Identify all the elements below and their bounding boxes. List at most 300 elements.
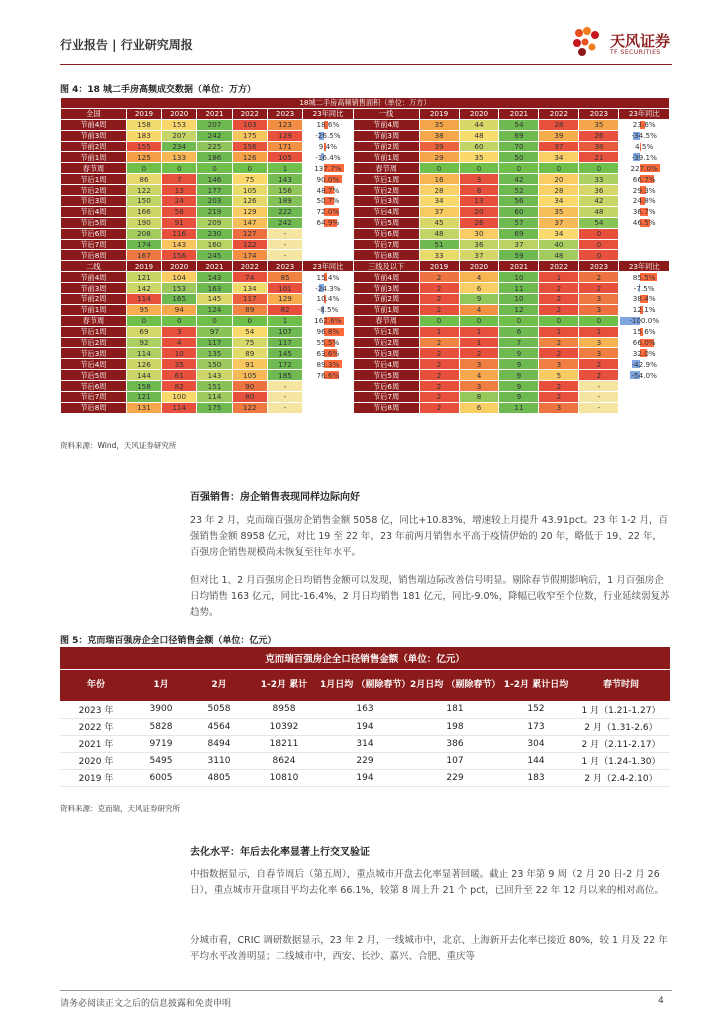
- value-cell: 1: [539, 326, 579, 337]
- value-cell: -: [267, 250, 302, 261]
- yoy-text: -16.4%: [315, 152, 341, 162]
- value-cell: 69: [499, 228, 539, 239]
- table-cell: 304: [500, 735, 572, 752]
- value-cell: 135: [197, 348, 232, 359]
- table-cell: 314: [320, 735, 410, 752]
- row-label: 节前4周: [353, 119, 419, 130]
- value-cell: 20: [539, 174, 579, 185]
- value-cell: -: [267, 239, 302, 250]
- row-label: 节后6周: [61, 228, 127, 239]
- table-cell: 5058: [190, 701, 248, 718]
- value-cell: 28: [539, 119, 579, 130]
- column-header: 1月: [132, 669, 190, 701]
- value-cell: 105: [232, 185, 267, 196]
- value-cell: 174: [126, 239, 161, 250]
- row-label: 节后3周: [353, 348, 419, 359]
- table-row: [60, 752, 670, 769]
- table-row: [61, 217, 670, 228]
- yoy-cell: [303, 141, 354, 152]
- value-cell: 6: [459, 283, 499, 294]
- logo: [570, 24, 680, 62]
- fig4-table-title: 18城二手房高频销售面积（单位：万方）: [61, 98, 670, 109]
- yoy-text: 18.6%: [316, 120, 340, 130]
- yoy-cell: [619, 315, 670, 326]
- value-cell: 0: [162, 163, 197, 174]
- value-cell: 95: [126, 304, 161, 315]
- value-cell: 91: [232, 359, 267, 370]
- table-cell: 144: [500, 752, 572, 769]
- table-row: [61, 315, 670, 326]
- yoy-cell: [619, 337, 670, 348]
- table-cell: 10392: [248, 718, 320, 735]
- yoy-text: 66.7%: [632, 174, 656, 184]
- table-cell: 3900: [132, 701, 190, 718]
- value-cell: 0: [579, 315, 619, 326]
- value-cell: 69: [126, 326, 161, 337]
- table-cell: 152: [500, 701, 572, 718]
- year-header: 2021: [197, 108, 232, 119]
- value-cell: 82: [162, 381, 197, 392]
- yoy-cell: [303, 152, 354, 163]
- table-cell: 229: [320, 752, 410, 769]
- value-cell: 107: [267, 326, 302, 337]
- row-label: 节后6周: [353, 228, 419, 239]
- yoy-text: 90.0%: [316, 174, 340, 184]
- value-cell: 8: [459, 392, 499, 403]
- table-cell: 2020 年: [60, 752, 132, 769]
- value-cell: 105: [267, 152, 302, 163]
- table-cell: 3110: [190, 752, 248, 769]
- table-row: [61, 337, 670, 348]
- value-cell: 26: [579, 130, 619, 141]
- table-row: [60, 718, 670, 735]
- value-cell: 134: [232, 283, 267, 294]
- value-cell: 11: [499, 402, 539, 413]
- table-row: [61, 130, 670, 141]
- value-cell: 143: [162, 239, 197, 250]
- fig4-source: 资料来源：Wind，天风证券研究所: [60, 441, 177, 450]
- table-row: [61, 402, 670, 413]
- yoy-text: 10.4%: [316, 294, 340, 304]
- yoy-text: 24.8%: [632, 196, 656, 206]
- value-cell: 131: [126, 402, 161, 413]
- row-label: 节前1周: [353, 152, 419, 163]
- value-cell: 89: [232, 348, 267, 359]
- yoy-cell: [303, 348, 354, 359]
- yoy-cell: [619, 228, 670, 239]
- value-cell: 34: [419, 196, 459, 207]
- yoy-cell: [303, 228, 354, 239]
- value-cell: 6: [499, 326, 539, 337]
- value-cell: 36: [579, 185, 619, 196]
- value-cell: 146: [197, 174, 232, 185]
- yoy-cell: [619, 119, 670, 130]
- table-cell: 2 月（1.31-2.6）: [572, 718, 670, 735]
- value-cell: 100: [162, 392, 197, 403]
- yoy-text: -100.0%: [629, 316, 660, 326]
- column-header: 春节时间: [572, 669, 670, 701]
- value-cell: 34: [539, 196, 579, 207]
- value-cell: 177: [197, 185, 232, 196]
- block-right-title: 一线: [353, 108, 419, 119]
- table-cell: 107: [410, 752, 500, 769]
- yoy-cell: [619, 370, 670, 381]
- value-cell: 20: [459, 206, 499, 217]
- row-label: 节后1周: [353, 174, 419, 185]
- table-cell: 2019 年: [60, 769, 132, 786]
- value-cell: 1: [419, 326, 459, 337]
- table-cell: 2 月（2.11-2.17）: [572, 735, 670, 752]
- row-label: 节后5周: [61, 370, 127, 381]
- value-cell: 143: [197, 370, 232, 381]
- value-cell: 2: [419, 348, 459, 359]
- value-cell: 2: [419, 337, 459, 348]
- table-cell: 183: [500, 769, 572, 786]
- value-cell: 242: [197, 130, 232, 141]
- yoy-cell: [619, 152, 670, 163]
- value-cell: 59: [499, 250, 539, 261]
- value-cell: 2: [419, 370, 459, 381]
- value-cell: 3: [539, 402, 579, 413]
- value-cell: 13: [459, 196, 499, 207]
- value-cell: 1: [267, 163, 302, 174]
- table-row: [61, 326, 670, 337]
- value-cell: 10: [499, 272, 539, 283]
- yoy-cell: [303, 294, 354, 305]
- value-cell: 42: [579, 196, 619, 207]
- yoy-cell: [303, 304, 354, 315]
- year-header: 2019: [126, 108, 161, 119]
- value-cell: 90: [232, 381, 267, 392]
- yoy-text: -42.9%: [631, 359, 657, 369]
- value-cell: 156: [232, 141, 267, 152]
- value-cell: 3: [539, 359, 579, 370]
- row-label: 节后2周: [61, 185, 127, 196]
- table-row: [60, 735, 670, 752]
- value-cell: 0: [579, 250, 619, 261]
- value-cell: 60: [459, 141, 499, 152]
- yoy-cell: [619, 250, 670, 261]
- value-cell: 160: [197, 239, 232, 250]
- value-cell: 30: [459, 228, 499, 239]
- fig5-header-row: [60, 669, 670, 701]
- page-number: 4: [658, 996, 664, 1006]
- year-header: 2022: [232, 108, 267, 119]
- value-cell: 57: [499, 217, 539, 228]
- table-cell: 6005: [132, 769, 190, 786]
- table-cell: 5495: [132, 752, 190, 769]
- yoy-text: 55.5%: [316, 338, 340, 348]
- yoy-text: 66.0%: [632, 338, 656, 348]
- value-cell: 0: [419, 315, 459, 326]
- value-cell: 1: [267, 315, 302, 326]
- yoy-cell: [303, 163, 354, 174]
- value-cell: 89: [232, 304, 267, 315]
- year-header: 2022: [539, 261, 579, 272]
- value-cell: 0: [197, 315, 232, 326]
- value-cell: 121: [126, 392, 161, 403]
- value-cell: 80: [232, 392, 267, 403]
- value-cell: 143: [267, 174, 302, 185]
- yoy-cell: [303, 272, 354, 283]
- value-cell: 0: [539, 315, 579, 326]
- value-cell: 6: [459, 402, 499, 413]
- value-cell: 3: [579, 348, 619, 359]
- yoy-cell: [303, 206, 354, 217]
- value-cell: 2: [539, 392, 579, 403]
- value-cell: 0: [162, 315, 197, 326]
- yoy-cell: [619, 185, 670, 196]
- value-cell: 11: [499, 283, 539, 294]
- yoy-text: -54.0%: [631, 370, 657, 380]
- value-cell: 175: [232, 130, 267, 141]
- yoy-header: 23年同比: [619, 108, 670, 119]
- value-cell: 142: [126, 283, 161, 294]
- value-cell: 54: [499, 119, 539, 130]
- value-cell: 2: [419, 294, 459, 305]
- value-cell: 163: [197, 283, 232, 294]
- value-cell: 174: [232, 250, 267, 261]
- value-cell: 91: [162, 217, 197, 228]
- value-cell: 35: [579, 119, 619, 130]
- yoy-cell: [619, 392, 670, 403]
- value-cell: 52: [499, 185, 539, 196]
- row-label: 节后8周: [353, 402, 419, 413]
- row-label: 节前1周: [61, 304, 127, 315]
- value-cell: 82: [267, 304, 302, 315]
- fig5-caption: 图 5：克而瑞百强房企全口径销售金额（单位：亿元）: [60, 636, 277, 646]
- yoy-text: 137.7%: [314, 163, 342, 173]
- value-cell: 3: [459, 381, 499, 392]
- value-cell: 92: [126, 337, 161, 348]
- row-label: 节后2周: [353, 337, 419, 348]
- value-cell: 234: [162, 141, 197, 152]
- row-label: 节后5周: [353, 217, 419, 228]
- value-cell: 5: [539, 370, 579, 381]
- row-label: 节后3周: [61, 348, 127, 359]
- row-label: 节前2周: [353, 294, 419, 305]
- value-cell: 86: [126, 174, 161, 185]
- value-cell: 7: [499, 337, 539, 348]
- value-cell: 222: [267, 206, 302, 217]
- value-cell: 29: [419, 152, 459, 163]
- yoy-cell: [619, 130, 670, 141]
- table-cell: 2 月（2.4-2.10）: [572, 769, 670, 786]
- value-cell: 38: [579, 141, 619, 152]
- yoy-text: 15.6%: [632, 327, 656, 337]
- year-header: 2023: [579, 261, 619, 272]
- block-right-title: 三线及以下: [353, 261, 419, 272]
- value-cell: -: [267, 402, 302, 413]
- value-cell: 9: [459, 294, 499, 305]
- value-cell: 150: [126, 196, 161, 207]
- table-row: [61, 206, 670, 217]
- value-cell: 127: [232, 228, 267, 239]
- value-cell: 129: [267, 294, 302, 305]
- value-cell: 75: [232, 174, 267, 185]
- table-cell: 194: [320, 769, 410, 786]
- value-cell: 3: [579, 294, 619, 305]
- value-cell: 185: [267, 370, 302, 381]
- table-row: [61, 381, 670, 392]
- year-header: 2021: [499, 108, 539, 119]
- value-cell: 16: [419, 174, 459, 185]
- yoy-text: 36.7%: [632, 207, 656, 217]
- table-cell: 4805: [190, 769, 248, 786]
- year-header: 2021: [197, 261, 232, 272]
- value-cell: 153: [162, 119, 197, 130]
- block-header-row: [61, 108, 670, 119]
- value-cell: 1: [579, 326, 619, 337]
- value-cell: 3: [459, 359, 499, 370]
- yoy-text: -26.5%: [315, 131, 341, 141]
- value-cell: 0: [499, 163, 539, 174]
- yoy-cell: [619, 304, 670, 315]
- value-cell: 203: [197, 196, 232, 207]
- value-cell: 10: [162, 348, 197, 359]
- yoy-text: 46.5%: [632, 218, 656, 228]
- column-header: 1-2月 累计日均: [500, 669, 572, 701]
- value-cell: 219: [197, 206, 232, 217]
- value-cell: -: [267, 381, 302, 392]
- row-label: 节后1周: [61, 174, 127, 185]
- table-row: [61, 163, 670, 174]
- value-cell: 56: [499, 196, 539, 207]
- table-cell: 1 月（1.24-1.30）: [572, 752, 670, 769]
- table-cell: 194: [320, 718, 410, 735]
- value-cell: 123: [267, 119, 302, 130]
- value-cell: 186: [197, 152, 232, 163]
- yoy-cell: [303, 174, 354, 185]
- table-cell: 198: [410, 718, 500, 735]
- yoy-cell: [619, 359, 670, 370]
- value-cell: 28: [419, 185, 459, 196]
- yoy-cell: [303, 402, 354, 413]
- value-cell: 0: [126, 315, 161, 326]
- value-cell: 74: [232, 272, 267, 283]
- value-cell: 69: [499, 130, 539, 141]
- table-row: [61, 392, 670, 403]
- fig4-table: [60, 97, 670, 414]
- value-cell: 60: [499, 206, 539, 217]
- table-row: [61, 239, 670, 250]
- row-label: 节前3周: [353, 283, 419, 294]
- row-label: 节后2周: [61, 337, 127, 348]
- fig5-table: [60, 647, 670, 787]
- value-cell: 172: [267, 359, 302, 370]
- value-cell: 114: [162, 402, 197, 413]
- value-cell: 0: [539, 163, 579, 174]
- row-label: 节后7周: [353, 392, 419, 403]
- column-header: 1-2月 累计: [248, 669, 320, 701]
- fig5-source: 资料来源：克而瑞，天风证券研究所: [60, 804, 180, 813]
- year-header: 2019: [419, 108, 459, 119]
- value-cell: 156: [267, 185, 302, 196]
- value-cell: 9: [499, 359, 539, 370]
- value-cell: 129: [267, 130, 302, 141]
- block-header-row: [61, 261, 670, 272]
- value-cell: 9: [499, 348, 539, 359]
- value-cell: 150: [197, 359, 232, 370]
- table-cell: 10810: [248, 769, 320, 786]
- section1-title: 百强销售：房企销售表现同样边际向好: [190, 492, 360, 503]
- value-cell: 124: [197, 304, 232, 315]
- row-label: 节前2周: [61, 141, 127, 152]
- row-label: 节后6周: [353, 381, 419, 392]
- yoy-cell: [303, 315, 354, 326]
- yoy-cell: [303, 185, 354, 196]
- table-cell: 8624: [248, 752, 320, 769]
- value-cell: 35: [539, 206, 579, 217]
- value-cell: 37: [539, 141, 579, 152]
- yoy-cell: [619, 348, 670, 359]
- value-cell: 12: [499, 304, 539, 315]
- value-cell: 0: [579, 163, 619, 174]
- row-label: 春节周: [353, 163, 419, 174]
- fig4-caption: 图 4：18 城二手房高频成交数据（单位：万方）: [60, 85, 257, 95]
- value-cell: 51: [419, 239, 459, 250]
- value-cell: 125: [126, 152, 161, 163]
- yoy-text: 85.5%: [632, 272, 656, 282]
- value-cell: 114: [197, 392, 232, 403]
- yoy-text: -8.5%: [317, 305, 339, 315]
- table-row: [61, 174, 670, 185]
- year-header: 2020: [459, 261, 499, 272]
- value-cell: 122: [232, 239, 267, 250]
- column-header: 2月日均 （剔除春节）: [410, 669, 500, 701]
- table-row: [61, 304, 670, 315]
- value-cell: 3: [579, 337, 619, 348]
- value-cell: 3: [162, 326, 197, 337]
- value-cell: 34: [539, 152, 579, 163]
- value-cell: 158: [126, 119, 161, 130]
- block-left-title: 二线: [61, 261, 127, 272]
- year-header: 2020: [459, 108, 499, 119]
- value-cell: 4: [162, 337, 197, 348]
- value-cell: 122: [126, 185, 161, 196]
- value-cell: 2: [579, 370, 619, 381]
- value-cell: 37: [539, 217, 579, 228]
- value-cell: 48: [459, 130, 499, 141]
- value-cell: 208: [126, 228, 161, 239]
- value-cell: 45: [419, 217, 459, 228]
- yoy-cell: [303, 337, 354, 348]
- value-cell: 1: [459, 326, 499, 337]
- yoy-text: 72.0%: [316, 207, 340, 217]
- value-cell: 54: [232, 326, 267, 337]
- value-cell: 126: [232, 152, 267, 163]
- value-cell: 189: [267, 196, 302, 207]
- logo-en: TF SECURITIES: [610, 49, 661, 56]
- row-label: 节前4周: [353, 272, 419, 283]
- row-label: 节前2周: [353, 141, 419, 152]
- fig5-table-title: 克而瑞百强房企全口径销售金额（单位：亿元）: [60, 647, 670, 669]
- value-cell: 4: [459, 304, 499, 315]
- section1-para1: 23 年 2 月，克而瑞百强房企销售金额 5058 亿，同比+10.83%，增速较上月提升 43.91pct。23 年 1-2 月，百强销售金额 8958 亿元，对比 19 至 22 年，23 年前两月销售水平高于疫情伊始的 20 年，略低于 19、22 年，百强房企销售规模尚未恢复至往年水平。: [190, 515, 668, 558]
- yoy-cell: [303, 283, 354, 294]
- yoy-text: 15.4%: [316, 272, 340, 282]
- value-cell: 0: [579, 228, 619, 239]
- value-cell: 28: [539, 185, 579, 196]
- value-cell: 50: [499, 152, 539, 163]
- row-label: 节前2周: [61, 294, 127, 305]
- yoy-cell: [619, 294, 670, 305]
- value-cell: 35: [162, 359, 197, 370]
- row-label: 节前3周: [353, 130, 419, 141]
- row-label: 节前3周: [61, 130, 127, 141]
- table-cell: 386: [410, 735, 500, 752]
- value-cell: 156: [162, 250, 197, 261]
